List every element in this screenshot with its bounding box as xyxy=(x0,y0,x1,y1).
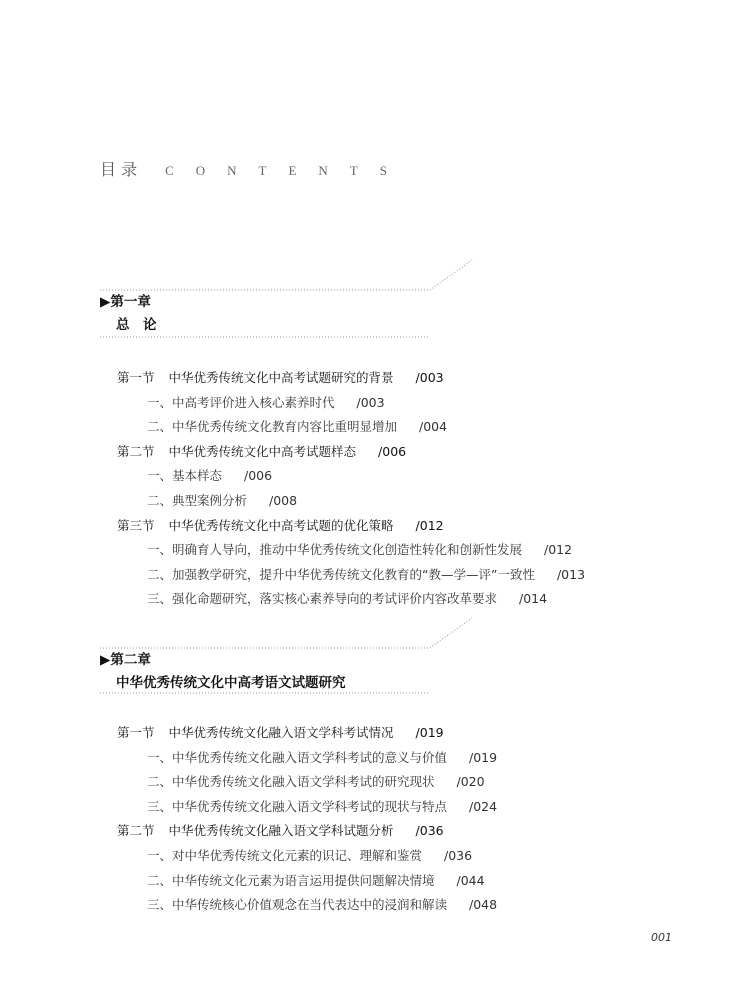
chapter-1-heading[interactable] xyxy=(100,290,157,336)
entry-page-number: /044 xyxy=(456,872,485,888)
chapter-1-entries xyxy=(117,366,585,612)
toc-section-entry[interactable] xyxy=(117,440,585,465)
entry-title: 中华优秀传统文化中高考试题的优化策略 xyxy=(168,517,394,533)
chapter-2-bottom-divider xyxy=(100,692,430,695)
toc-subsection-entry[interactable] xyxy=(117,844,497,869)
toc-section-entry[interactable] xyxy=(117,721,497,746)
toc-section-entry[interactable] xyxy=(117,514,585,539)
entry-page-number: /003 xyxy=(356,394,385,410)
entry-title: 一、中华优秀传统文化融入语文学科考试的意义与价值 xyxy=(147,749,448,765)
entry-page-number: /012 xyxy=(544,542,573,558)
section-label: 第一节 xyxy=(117,725,155,740)
toc-subsection-entry[interactable] xyxy=(117,464,585,489)
entry-page-number: /008 xyxy=(269,492,298,508)
chapter-1-top-divider xyxy=(100,258,475,292)
entry-title: 二、中华传统文化元素为语言运用提供问题解决情境 xyxy=(147,872,435,888)
entry-page-number: /013 xyxy=(556,566,586,582)
toc-subsection-entry[interactable] xyxy=(117,391,585,416)
page-title xyxy=(100,157,409,180)
entry-page-number: /006 xyxy=(244,468,273,484)
chapter-title: 中华优秀传统文化中高考语文试题研究 xyxy=(116,675,346,691)
entry-page-number: /014 xyxy=(519,591,548,607)
toc-subsection-entry[interactable] xyxy=(117,770,497,795)
entry-page-number: /012 xyxy=(415,517,444,533)
toc-section-entry[interactable] xyxy=(117,366,585,391)
section-label: 第一节 xyxy=(117,370,155,385)
entry-page-number: /036 xyxy=(444,847,473,863)
toc-subsection-entry[interactable] xyxy=(117,746,497,771)
chapter-title: 总 论 xyxy=(116,317,157,333)
toc-subsection-entry[interactable] xyxy=(117,489,585,514)
entry-title: 二、典型案例分析 xyxy=(147,492,248,508)
entry-title: 中华优秀传统文化融入语文学科考试情况 xyxy=(168,725,394,740)
entry-title: 一、中高考评价进入核心素养时代 xyxy=(147,394,335,410)
toc-subsection-entry[interactable] xyxy=(117,415,585,440)
entry-page-number: /024 xyxy=(469,798,498,814)
entry-page-number: /048 xyxy=(469,897,498,913)
entry-page-number: /019 xyxy=(415,725,444,740)
chapter-1-bottom-divider xyxy=(100,336,430,339)
entry-title: 三、强化命题研究，落实核心素养导向的考试评价内容改革要求 xyxy=(147,591,498,607)
section-label: 第三节 xyxy=(117,517,155,533)
section-label: 第二节 xyxy=(117,823,155,839)
entry-title: 三、中华优秀传统文化融入语文学科考试的现状与特点 xyxy=(147,798,448,814)
toc-subsection-entry[interactable] xyxy=(117,893,497,918)
entry-title: 二、中华优秀传统文化融入语文学科考试的研究现状 xyxy=(147,774,435,790)
toc-subsection-entry[interactable] xyxy=(117,538,585,563)
entry-title: 中华优秀传统文化中高考试题研究的背景 xyxy=(168,370,394,385)
entry-page-number: /006 xyxy=(378,443,407,459)
toc-subsection-entry[interactable] xyxy=(117,587,585,612)
section-label: 第二节 xyxy=(117,443,155,459)
entry-title: 一、明确育人导向，推动中华优秀传统文化创造性转化和创新性发展 xyxy=(147,542,523,558)
entry-title: 二、加强教学研究，提升中华优秀传统文化教育的“教—学—评”一致性 xyxy=(147,566,535,582)
entry-page-number: /019 xyxy=(469,749,498,765)
chapter-2-entries xyxy=(117,721,497,918)
entry-title: 二、中华优秀传统文化教育内容比重明显增加 xyxy=(147,419,398,435)
toc-section-entry[interactable] xyxy=(117,819,497,844)
page-number: 001 xyxy=(651,931,672,944)
chapter-2-heading[interactable] xyxy=(100,648,346,694)
entry-page-number: /020 xyxy=(456,774,485,790)
entry-title: 一、对中华优秀传统文化元素的识记、理解和鉴赏 xyxy=(147,847,423,863)
entry-page-number: /003 xyxy=(415,370,444,385)
title-en: CONTENTS xyxy=(165,163,409,178)
chapter-2-top-divider xyxy=(100,616,475,650)
toc-subsection-entry[interactable] xyxy=(117,563,585,588)
entry-page-number: /036 xyxy=(415,823,444,839)
toc-subsection-entry[interactable] xyxy=(117,795,497,820)
chapter-label: ▶第二章 xyxy=(100,652,151,668)
entry-title: 中华优秀传统文化中高考试题样态 xyxy=(168,443,357,459)
entry-title: 三、中华传统核心价值观念在当代表达中的浸润和解读 xyxy=(147,897,448,913)
toc-subsection-entry[interactable] xyxy=(117,869,497,894)
entry-title: 一、基本样态 xyxy=(147,468,223,484)
title-cn: 目 录 xyxy=(100,160,138,179)
chapter-label: ▶第一章 xyxy=(100,294,151,310)
entry-page-number: /004 xyxy=(419,419,448,435)
entry-title: 中华优秀传统文化融入语文学科试题分析 xyxy=(168,823,394,839)
